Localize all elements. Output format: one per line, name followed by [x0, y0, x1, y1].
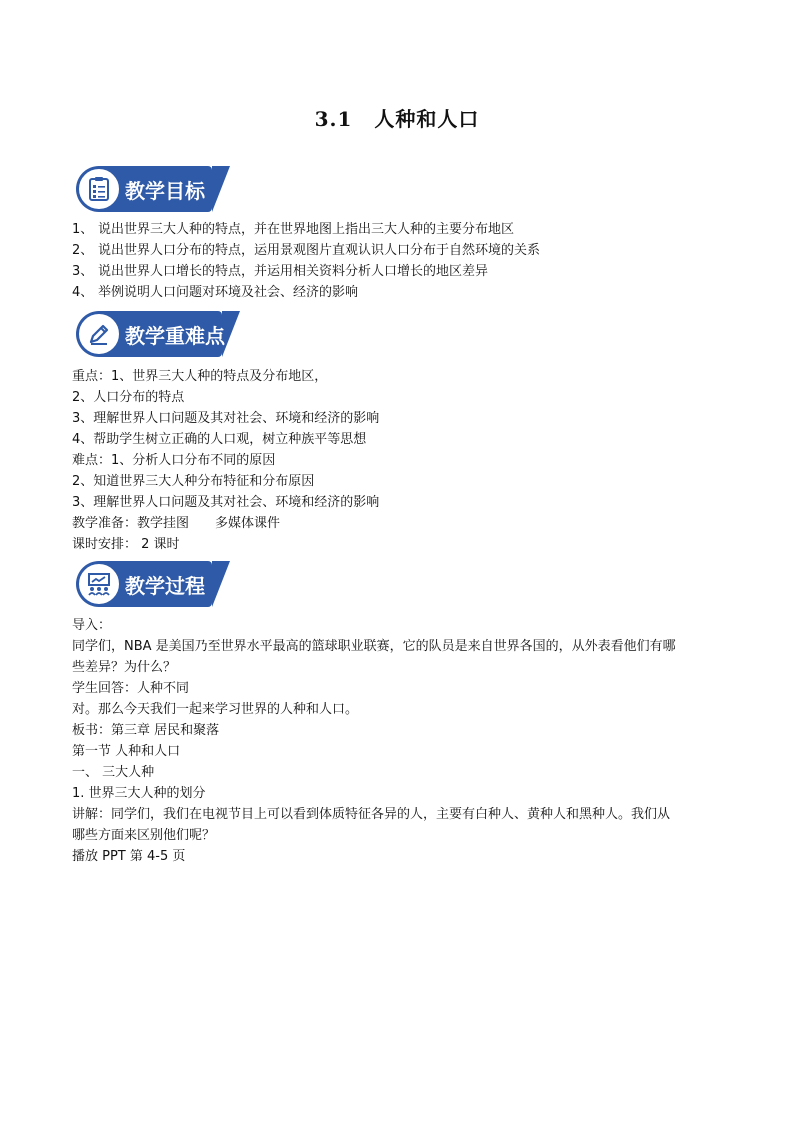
paragraph-line: 板书：第三章 居民和聚落: [72, 723, 220, 738]
list-item: 3、理解世界人口问题及其对社会、环境和经济的影响: [72, 411, 380, 426]
list-item: 3、理解世界人口问题及其对社会、环境和经济的影响: [72, 495, 380, 510]
objectives-list: [72, 219, 732, 303]
paragraph-line: 导入：: [72, 618, 112, 633]
title-number: 3.1: [314, 107, 353, 131]
list-item: 2、知道世界三大人种分布特征和分布原因: [72, 474, 315, 489]
paragraph-line: 1. 世界三大人种的划分: [72, 786, 206, 801]
paragraph-line: 讲解：同学们，我们在电视节目上可以看到体质特征各异的人，主要有白种人、黄种人和黑种人。我们从: [72, 807, 671, 822]
list-item: 难点：1、分析人口分布不同的原因: [72, 453, 276, 468]
paragraph-line: 第一节 人种和人口: [72, 744, 181, 759]
pencil-icon: [77, 312, 121, 356]
difficulties-heading: 教学重难点: [125, 324, 225, 348]
page-title: [0, 103, 794, 132]
paragraph-line: 播放 PPT 第 4-5 页: [72, 849, 186, 864]
objectives-banner: [76, 166, 226, 212]
paragraph-line: 学生回答：人种不同: [72, 681, 190, 696]
process-content: [72, 615, 732, 867]
difficulties-list: [72, 366, 732, 555]
title-text: 人种和人口: [374, 107, 480, 131]
paragraph-line: 些差异？为什么？: [72, 660, 177, 675]
list-item: 1、 说出世界三大人种的特点，并在世界地图上指出三大人种的主要分布地区: [72, 222, 515, 237]
list-item: 3、 说出世界人口增长的特点，并运用相关资料分析人口增长的地区差异: [72, 264, 489, 279]
presentation-icon: [77, 562, 121, 606]
list-item: 2、人口分布的特点: [72, 390, 185, 405]
difficulties-banner: [76, 311, 236, 357]
process-heading: 教学过程: [125, 574, 205, 598]
list-item: 课时安排： 2 课时: [72, 537, 180, 552]
clipboard-icon: [77, 167, 121, 211]
list-item: 重点：1、世界三大人种的特点及分布地区，: [72, 369, 328, 384]
list-item: 2、 说出世界人口分布的特点，运用景观图片直观认识人口分布于自然环境的关系: [72, 243, 541, 258]
paragraph-line: 同学们，NBA 是美国乃至世界水平最高的篮球职业联赛，它的队员是来自世界各国的，从外表看他们有哪: [72, 639, 676, 654]
objectives-heading: 教学目标: [125, 179, 205, 203]
list-item: 4、 举例说明人口问题对环境及社会、经济的影响: [72, 285, 359, 300]
process-banner: [76, 561, 226, 607]
paragraph-line: 哪些方面来区别他们呢？: [72, 828, 216, 843]
paragraph-line: 对。那么今天我们一起来学习世界的人种和人口。: [72, 702, 359, 717]
list-item: 4、帮助学生树立正确的人口观，树立种族平等思想: [72, 432, 367, 447]
paragraph-line: 一、 三大人种: [72, 765, 155, 780]
list-item: 教学准备：教学挂图 多媒体课件: [72, 516, 281, 531]
